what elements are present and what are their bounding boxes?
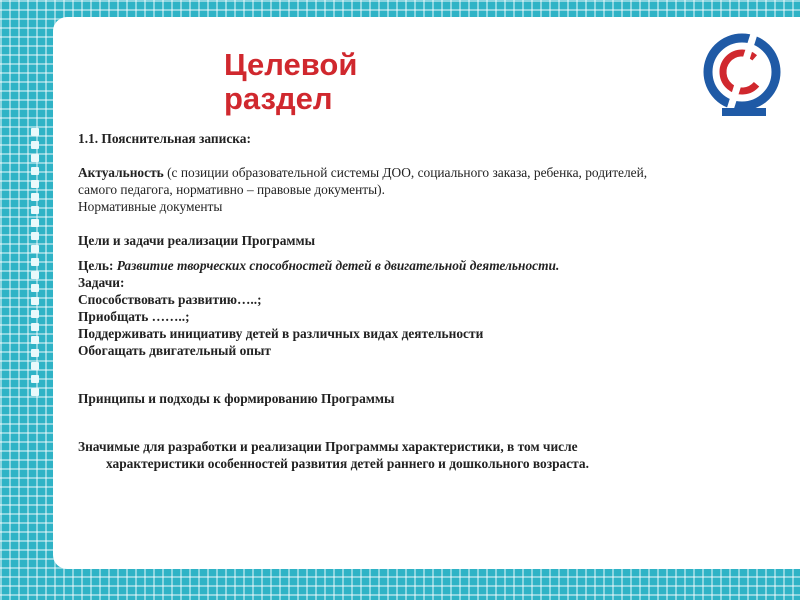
goal-text: Развитие творческих способностей детей в двигательной деятельности. bbox=[116, 258, 560, 273]
tasks-list bbox=[78, 291, 718, 359]
relevance-paragraph bbox=[78, 164, 718, 215]
organization-logo-icon bbox=[702, 30, 782, 125]
relevance-text-3: Нормативные документы bbox=[78, 199, 223, 214]
list-item: Способствовать развитию…..; bbox=[78, 292, 262, 307]
list-item: Поддерживать инициативу детей в различных видах деятельности bbox=[78, 326, 484, 341]
relevance-text-1: (с позиции образовательной системы ДОО, социального заказа, ребенка, родителей, bbox=[163, 165, 648, 180]
significant-line-1: Значимые для разработки и реализации Программы характеристики, в том числе bbox=[78, 439, 578, 454]
goal-paragraph bbox=[78, 257, 718, 274]
goal-label: Цель: bbox=[78, 258, 117, 273]
slide-content bbox=[78, 130, 718, 472]
section-heading: 1.1. Пояснительная записка: bbox=[78, 131, 251, 146]
goals-heading: Цели и задачи реализации Программы bbox=[78, 233, 316, 248]
decorative-side-dots bbox=[31, 128, 39, 401]
title-line-2: раздел bbox=[224, 81, 333, 116]
tasks-label: Задачи: bbox=[78, 275, 125, 290]
relevance-label: Актуальность bbox=[78, 165, 164, 180]
slide-title bbox=[224, 48, 357, 116]
list-item: Приобщать ……..; bbox=[78, 309, 190, 324]
significant-line-2: характеристики особенностей развития детей раннего и дошкольного возраста. bbox=[106, 456, 589, 471]
significant-paragraph bbox=[78, 438, 718, 472]
relevance-text-2: самого педагога, нормативно – правовые документы). bbox=[78, 182, 385, 197]
title-line-1: Целевой bbox=[224, 47, 358, 82]
list-item: Обогащать двигательный опыт bbox=[78, 343, 272, 358]
principles-heading: Принципы и подходы к формированию Программы bbox=[78, 391, 395, 406]
